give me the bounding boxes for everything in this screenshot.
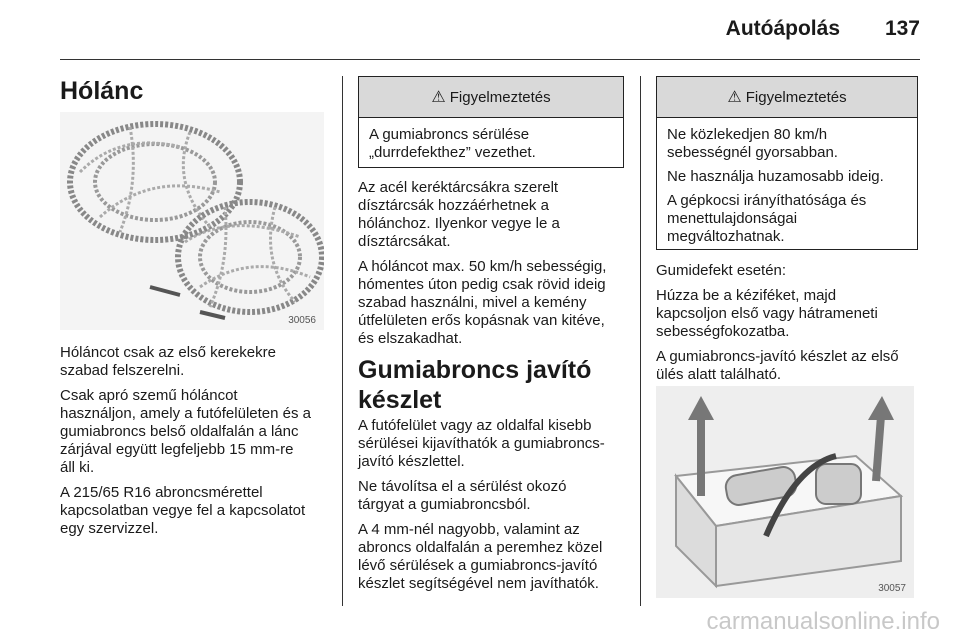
warning-line: Ne használja huzamosabb ideig. — [667, 168, 884, 185]
warning-title: Figyelmeztetés — [449, 88, 551, 106]
figure-number: 30056 — [288, 315, 316, 326]
paragraph: A hóláncot max. 50 km/h sebességig, hómentes úton pedig csak rövid ideig szabad használni, mivel a kemény útfelületen erős kopásnak van kitéve, és elszakadhat. — [358, 258, 607, 347]
paragraph: Gumidefekt esetén: — [656, 262, 787, 279]
warning-line: Ne közlekedjen 80 km/h sebességnél gyorsabban. — [667, 126, 838, 161]
warning-triangle-icon: ⚠ — [431, 89, 446, 106]
paragraph: Ne távolítsa el a sérülést okozó tárgyat a gumiabroncsból. — [358, 478, 567, 513]
paragraph: Húzza be a kéziféket, majd kapcsoljon első vagy hátrameneti sebességfokozatba. — [656, 287, 878, 340]
repair-kit-figure — [656, 386, 914, 598]
page-number: 137 — [884, 17, 920, 40]
paragraph: A 4 mm-nél nagyobb, valamint az abroncs oldalfalán a peremhez közel lévő sérülések a gumiabroncs-javító készlet segítségével nem javíthatók. — [358, 521, 603, 592]
warning-body — [657, 118, 917, 258]
warning-text: A gumiabroncs sérülése „durrdefekthez” vezethet. — [369, 126, 536, 161]
snow-chain-illustration — [60, 112, 324, 330]
paragraph: A 215/65 R16 abroncsmérettel kapcsolatban vegye fel a kapcsolatot egy szervizzel. — [60, 484, 306, 537]
warning-box-burst — [358, 76, 624, 168]
paragraph: Csak apró szemű hóláncot használjon, amely a futófelületen és a gumiabroncs belső oldalfalán a lánc zárjával együtt legfeljebb 15 mm-re áll ki. — [60, 387, 311, 476]
warning-line: A gépkocsi irányíthatósága és menettulajdonságai megváltozhatnak. — [667, 192, 867, 245]
warning-header — [359, 77, 623, 118]
paragraph: Hóláncot csak az első kerekekre szabad felszerelni. — [60, 344, 276, 379]
section-title: Autóápolás — [725, 17, 840, 40]
heading-repair-kit: Gumiabroncs javító készlet — [358, 356, 592, 414]
paragraph: A gumiabroncs-javító készlet az első ülés alatt található. — [656, 348, 899, 383]
warning-triangle-icon: ⚠ — [727, 89, 742, 106]
column-divider-2 — [640, 76, 641, 606]
warning-body — [359, 118, 623, 174]
figure-number: 30057 — [878, 583, 906, 594]
snow-chain-figure — [60, 112, 324, 330]
header-divider — [60, 59, 920, 60]
column-1-text — [60, 344, 332, 545]
repair-kit-illustration — [656, 386, 914, 598]
column-3-text — [656, 262, 926, 391]
warning-box-speed — [656, 76, 918, 250]
column-divider-1 — [342, 76, 343, 606]
paragraph: Az acél keréktárcsákra szerelt dísztárcsák hozzáérhetnek a hólánchoz. Ilyenkor vegye le a dísztárcsákat. — [358, 179, 560, 250]
warning-title: Figyelmeztetés — [745, 88, 847, 106]
warning-header — [657, 77, 917, 118]
paragraph: A futófelület vagy az oldalfal kisebb sérülései kijavíthatók a gumiabroncs- javító készlettel. — [358, 417, 605, 470]
column-2-text — [358, 179, 630, 600]
watermark: carmanualsonline.info — [706, 608, 940, 635]
page-header — [0, 0, 960, 60]
heading-snow-chains: Hólánc — [60, 77, 144, 105]
